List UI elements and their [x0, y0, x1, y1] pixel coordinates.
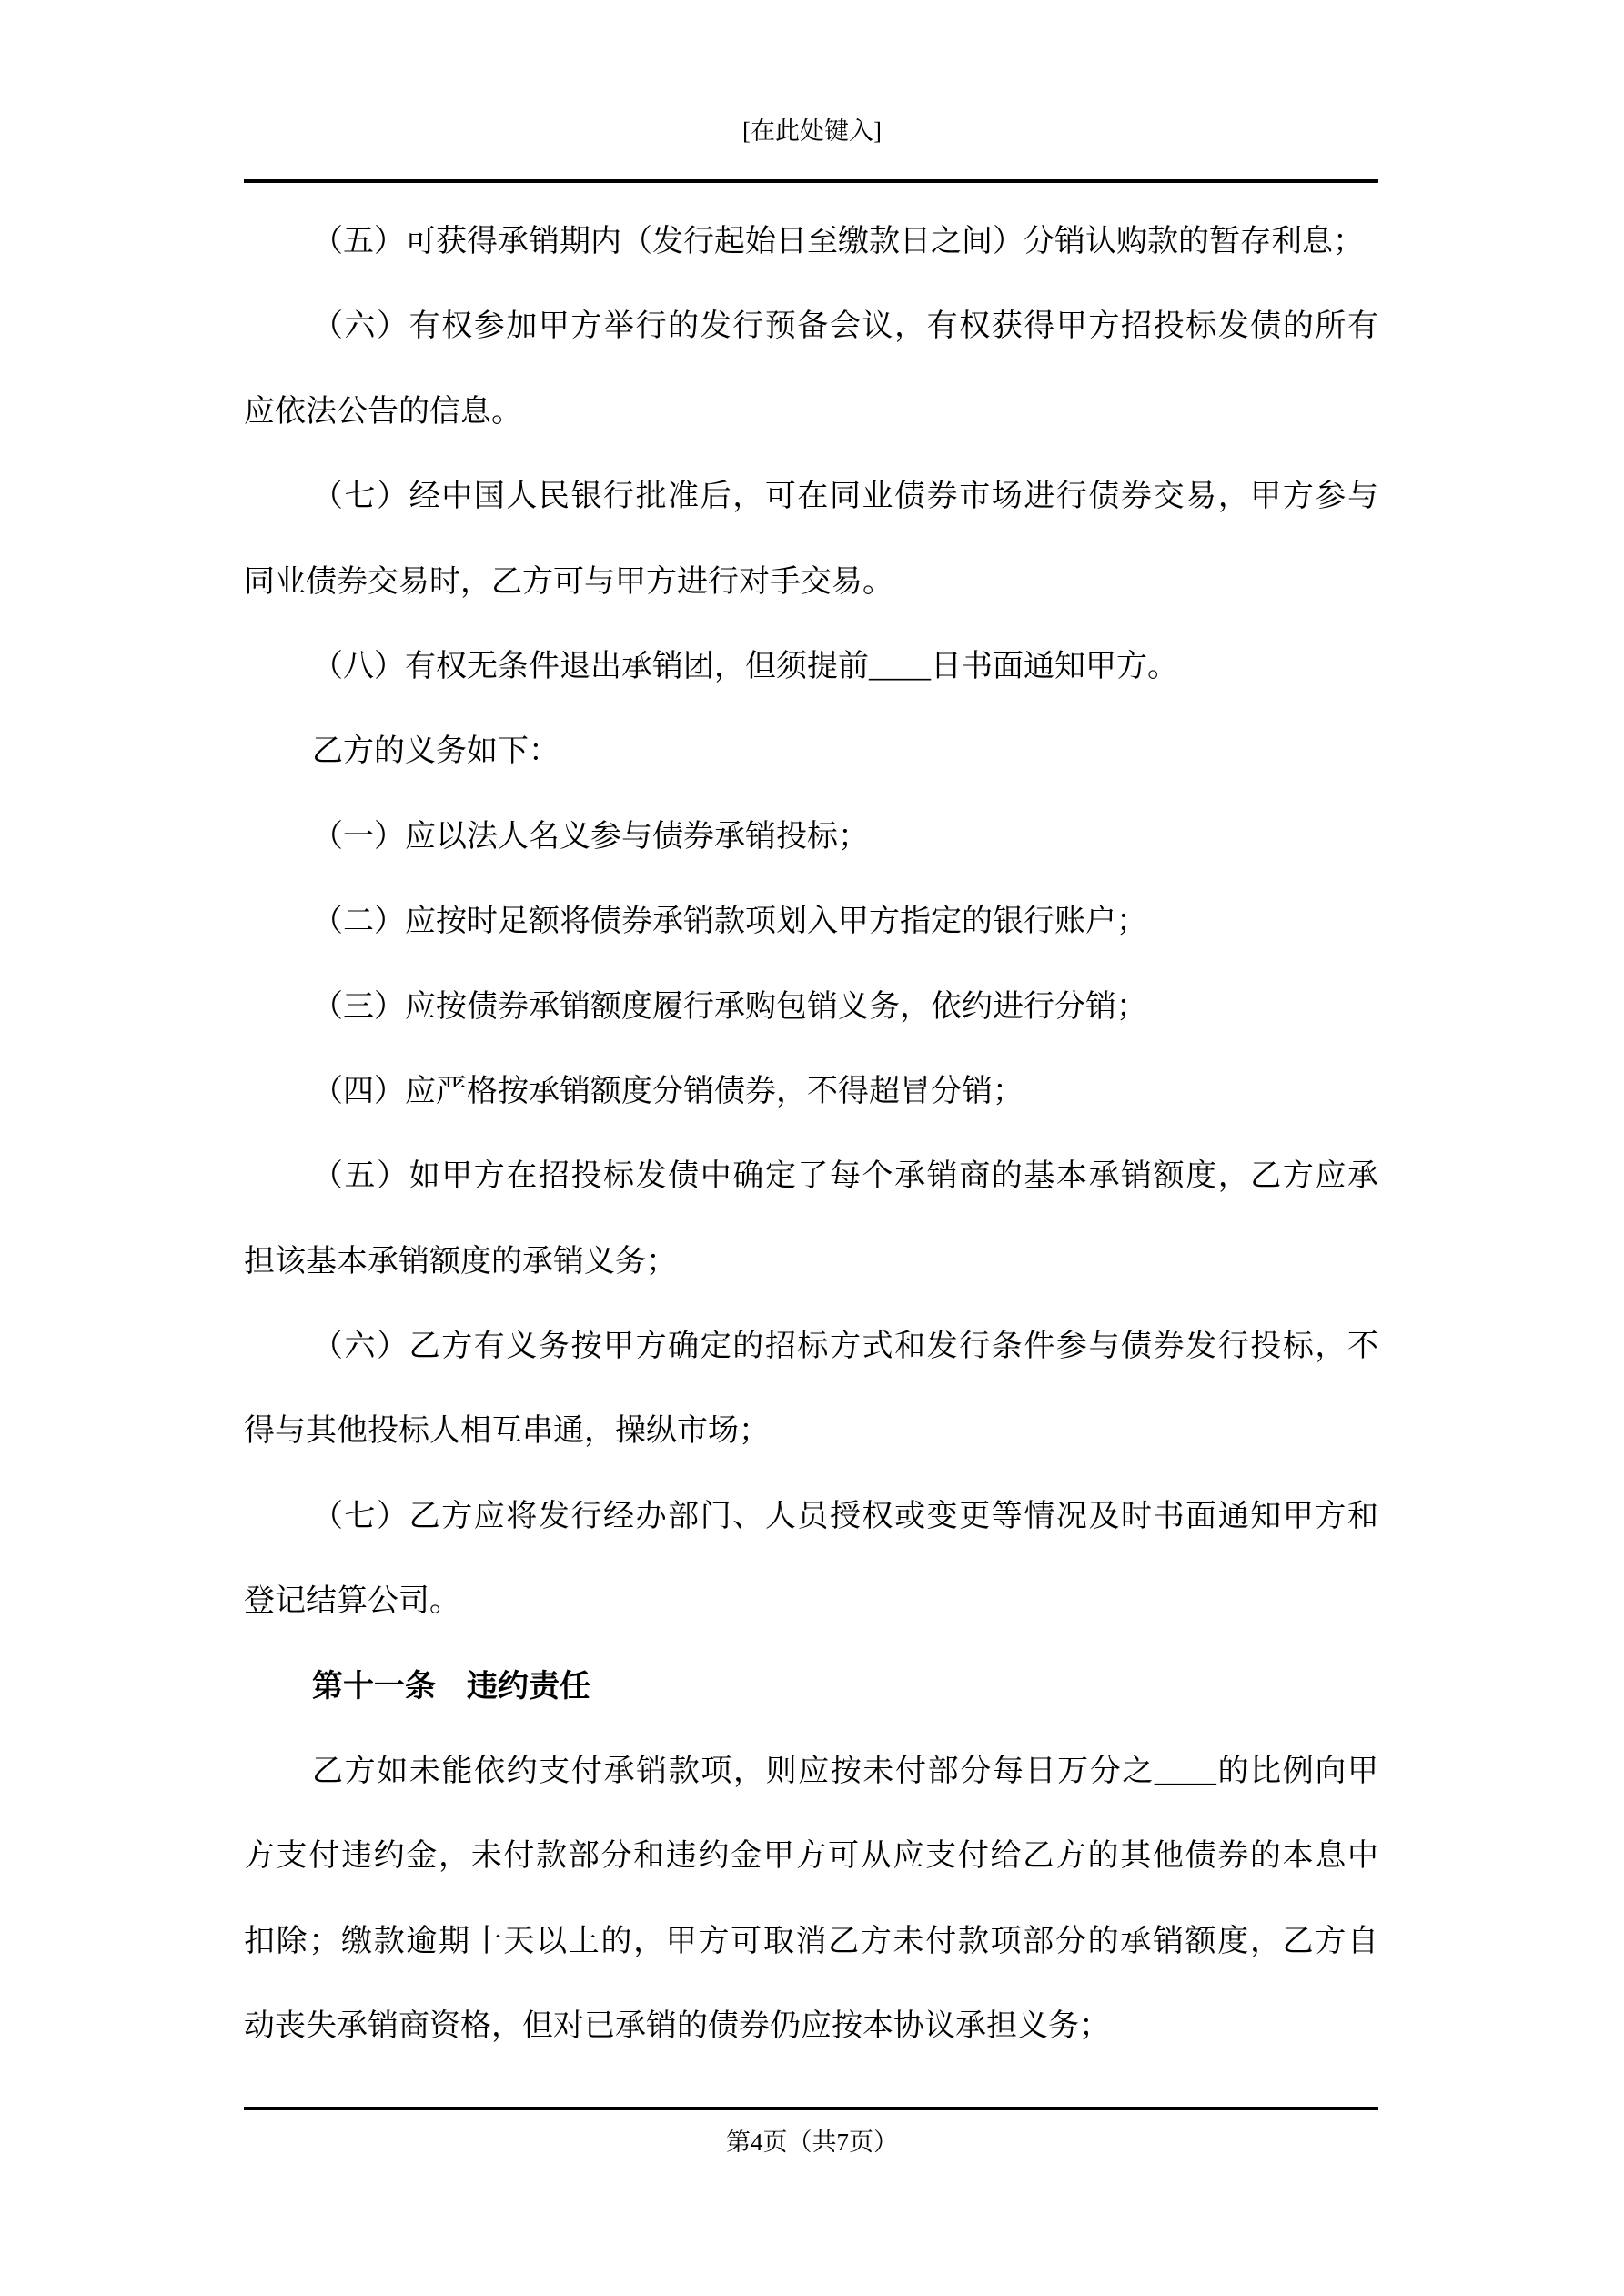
page-number: 第4页（共7页）	[726, 2129, 898, 2156]
paragraph-line: 得与其他投标人相互串通，操纵市场；	[244, 1414, 770, 1449]
paragraph-line: （五）可获得承销期内（发行起始日至缴款日之间）分销认购款的暂存利息；	[312, 225, 1364, 258]
paragraph-line: （六）有权参加甲方举行的发行预备会议，有权获得甲方招投标发债的所有	[312, 309, 1378, 344]
paragraph-line: 应依法公告的信息。	[244, 394, 522, 429]
paragraph-line: 第十一条 违约责任	[312, 1669, 590, 1704]
paragraph-line: 动丧失承销商资格，但对已承销的债券仍应按本协议承担义务；	[244, 2009, 1110, 2044]
paragraph-line: （七）乙方应将发行经办部门、人员授权或变更等情况及时书面通知甲方和	[312, 1499, 1378, 1533]
paragraph-line: （一）应以法人名义参与债券承销投标；	[312, 819, 869, 854]
header-placeholder: [在此处键入]	[742, 117, 882, 145]
paragraph-line: 同业债券交易时，乙方可与甲方进行对手交易。	[244, 564, 893, 599]
paragraph-line: （六）乙方有义务按甲方确定的招标方式和发行条件参与债券发行投标，不	[312, 1330, 1378, 1364]
paragraph-line: 扣除；缴款逾期十天以上的，甲方可取消乙方未付款项部分的承销额度，乙方自	[244, 1924, 1378, 1958]
paragraph-line: （七）经中国人民银行批准后，可在同业债券市场进行债券交易，甲方参与	[312, 480, 1378, 514]
paragraph-line: （八）有权无条件退出承销团，但须提前____日书面通知甲方。	[312, 649, 1178, 683]
paragraph-line: （三）应按债券承销额度履行承购包销义务，依约进行分销；	[312, 989, 1147, 1024]
paragraph-line: （二）应按时足额将债券承销款项划入甲方指定的银行账户；	[312, 905, 1147, 939]
paragraph-line: 登记结算公司。	[244, 1584, 460, 1619]
header-divider	[244, 179, 1378, 183]
footer-divider	[244, 2107, 1378, 2110]
paragraph-line: 方支付违约金，未付款部分和违约金甲方可从应支付给乙方的其他债券的本息中	[244, 1839, 1378, 1874]
document-body	[244, 199, 1378, 2069]
paragraph-line: （五）如甲方在招投标发债中确定了每个承销商的基本承销额度，乙方应承	[312, 1159, 1378, 1194]
paragraph-line: 担该基本承销额度的承销义务；	[244, 1244, 677, 1279]
paragraph-line: （四）应严格按承销额度分销债券，不得超冒分销；	[312, 1074, 1024, 1108]
paragraph-line: 乙方如未能依约支付承销款项，则应按未付部分每日万分之____的比例向甲	[312, 1755, 1378, 1789]
paragraph-line: 乙方的义务如下：	[312, 734, 560, 769]
